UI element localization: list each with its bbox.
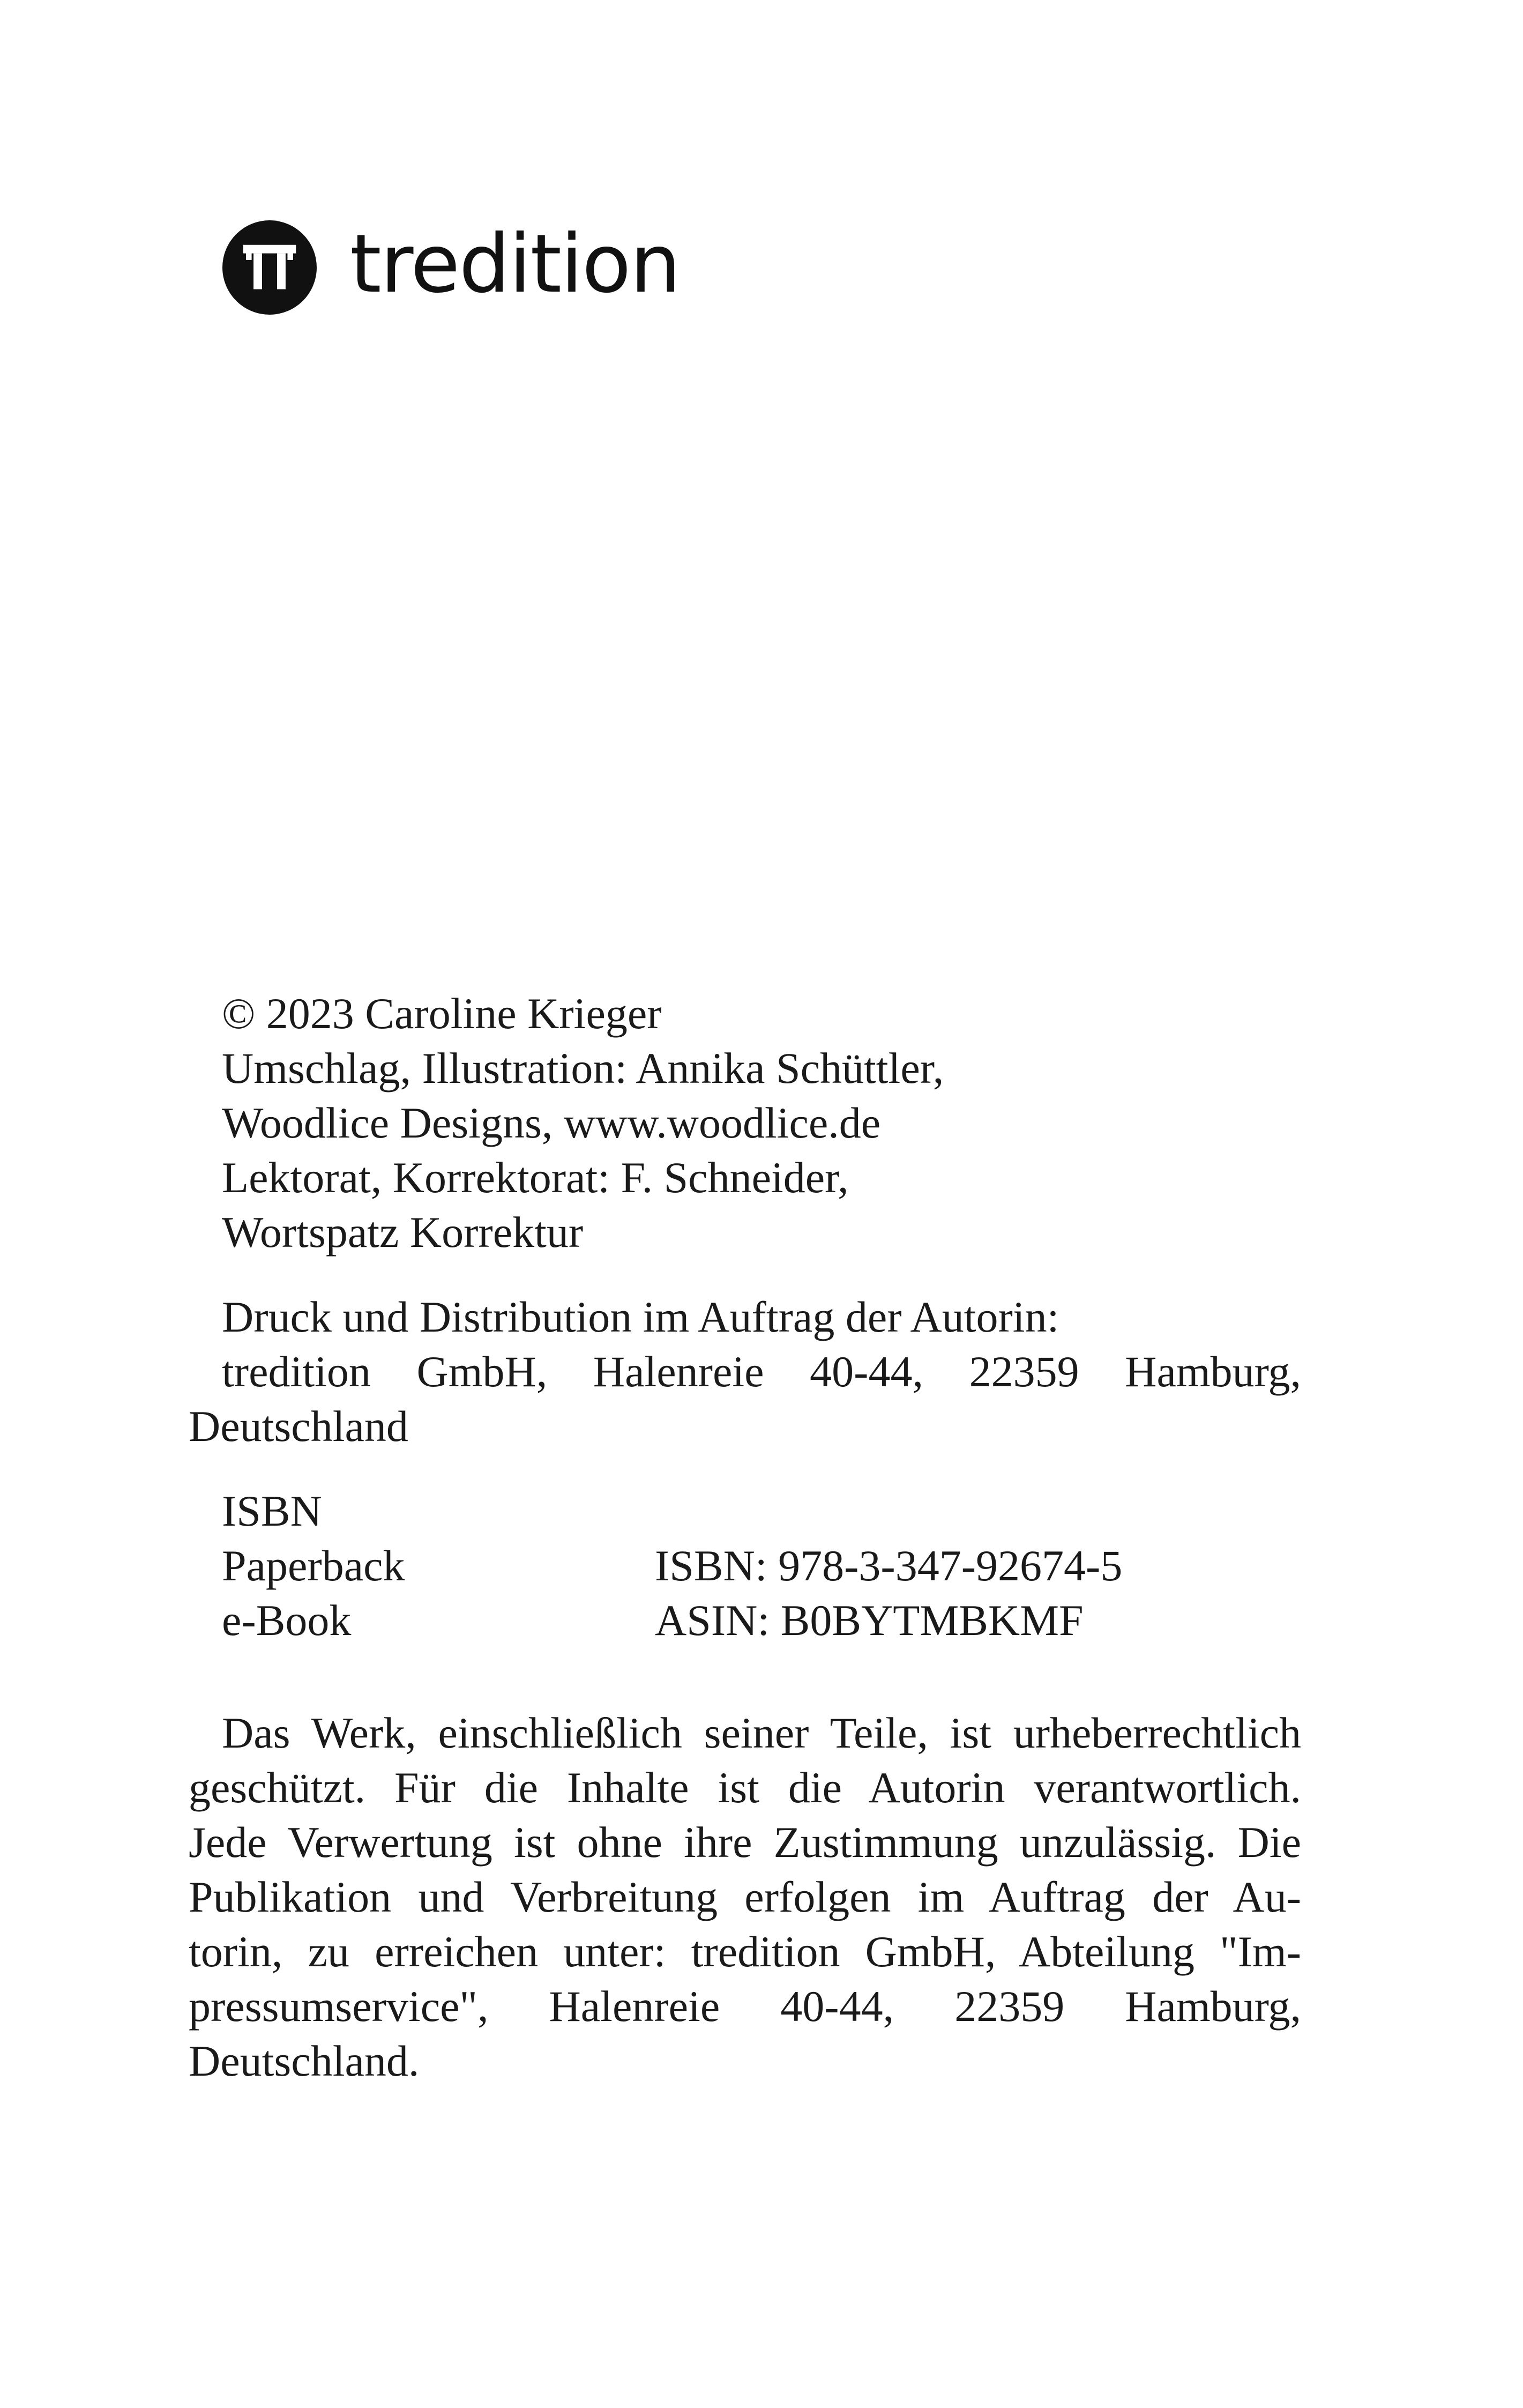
imprint-section (189, 986, 1301, 2089)
legal-notice-line: geschützt. Für die Inhalte ist die Autorin verantwortlich. (189, 1763, 1301, 1812)
isbn-block (189, 1484, 1301, 1648)
isbn-row-ebook (189, 1593, 1301, 1648)
distribution-address-line: tredition GmbH, Halenreie 40-44, 22359 Hamburg, (222, 1347, 1301, 1396)
copyright-block (189, 986, 1301, 1260)
publisher-logo (222, 220, 680, 315)
isbn-identifier: ISBN: 978-3-347-92674-5 (655, 1541, 1123, 1590)
copyright-line: © 2023 Caroline Krieger (222, 989, 662, 1038)
isbn-format-label: Paperback (222, 1541, 405, 1590)
isbn-row-paperback (189, 1539, 1301, 1593)
legal-notice (189, 1706, 1301, 2089)
distribution-block (189, 1290, 1301, 1454)
legal-notice-line: Publikation und Verbreitung erfolgen im Auftrag der Au- (189, 1872, 1301, 1921)
legal-notice-line: Das Werk, einschließlich seiner Teile, ist urheberrechtlich (222, 1708, 1301, 1757)
tredition-logo-mark-icon (222, 220, 317, 315)
legal-notice-line: Deutschland. (189, 2037, 420, 2085)
legal-notice-line: pressumservice", Halenreie 40-44, 22359 Hamburg, (189, 1982, 1301, 2031)
editing-credit-line: Wortspatz Korrektur (222, 1208, 584, 1257)
distribution-country-line: Deutschland (189, 1402, 408, 1451)
cover-credit-line: Woodlice Designs, www.woodlice.de (222, 1098, 881, 1147)
isbn-heading: ISBN (222, 1487, 322, 1535)
isbn-identifier: ASIN: B0BYTMBKMF (655, 1596, 1084, 1645)
cover-credit-line: Umschlag, Illustration: Annika Schüttler, (222, 1044, 944, 1092)
distribution-line: Druck und Distribution im Auftrag der Autorin: (222, 1292, 1059, 1341)
legal-notice-line: torin, zu erreichen unter: tredition GmbH, Abteilung "Im- (189, 1927, 1301, 1976)
publisher-wordmark: tredition (350, 218, 680, 311)
isbn-format-label: e-Book (222, 1596, 352, 1645)
legal-notice-line: Jede Verwertung ist ohne ihre Zustimmung unzulässig. Die (189, 1818, 1301, 1867)
editing-credit-line: Lektorat, Korrektorat: F. Schneider, (222, 1153, 849, 1202)
